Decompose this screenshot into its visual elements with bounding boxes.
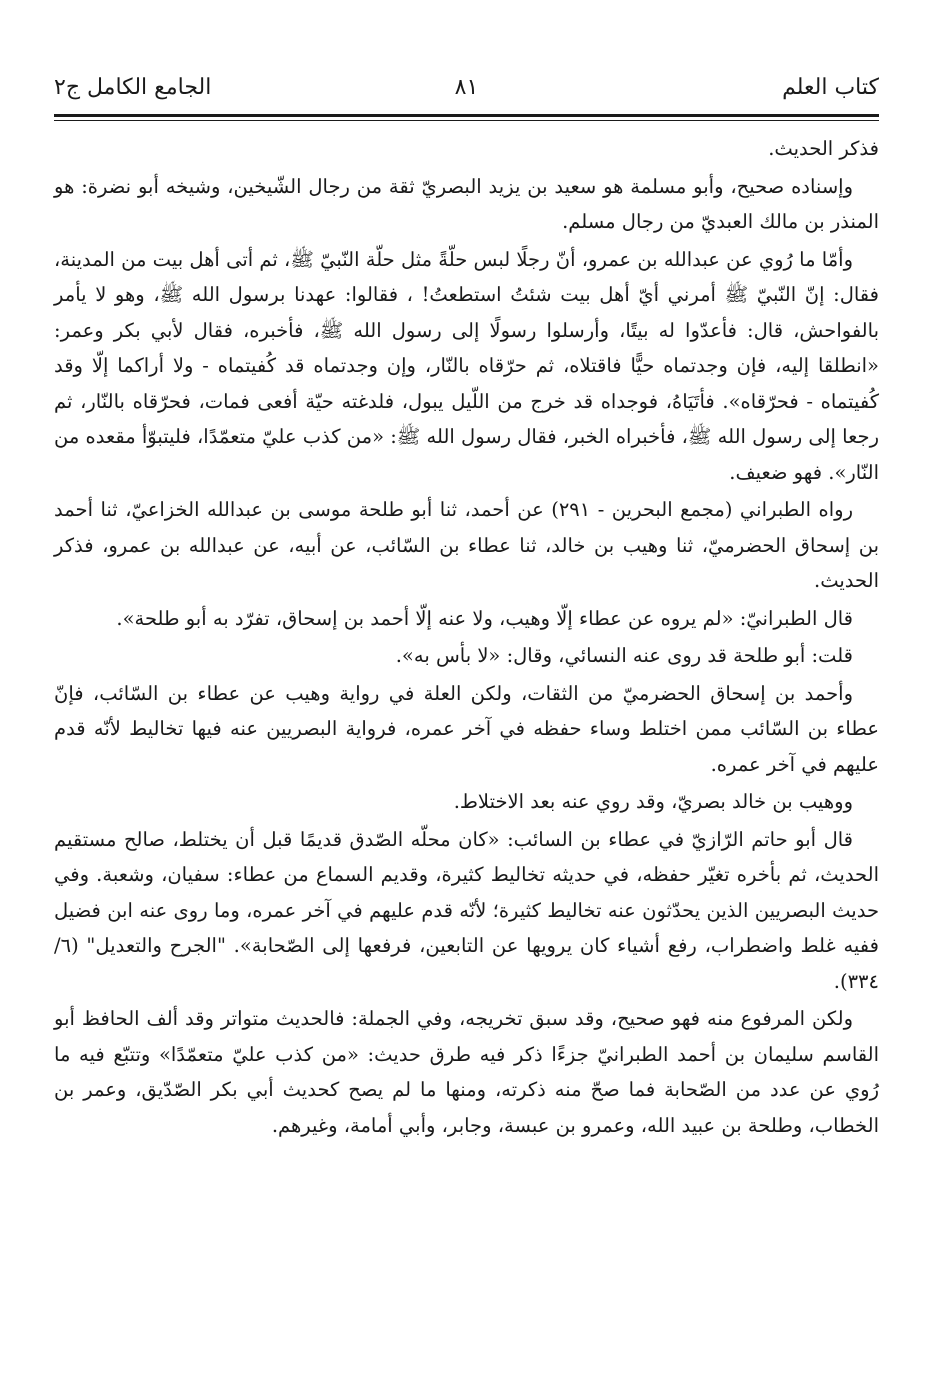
paragraph: وأحمد بن إسحاق الحضرميّ من الثقات، ولكن العلة في رواية وهيب عن عطاء بن السّائب، فإنّ عطاء بن السّائب ممن اختلط وساء حفظه في آخر عمره، فرواية البصريين عنه فيها تخاليط لأنّه قدم عليهم في آخر عمره.	[54, 681, 879, 776]
paragraph: رواه الطبراني (مجمع البحرين - ٢٩١) عن أحمد، ثنا أبو طلحة موسى بن عبدالله الخزاعيّ، ثنا أحمد بن إسحاق الحضرميّ، ثنا وهيب بن خالد، ثنا عطاء بن السّائب، عن أبيه، عن عبدالله بن عمرو، فذكر الحديث.	[54, 498, 879, 592]
header-rule-thin	[54, 120, 879, 121]
header-book-title: كتاب العلم	[782, 75, 879, 100]
page-number: ٨١	[454, 75, 479, 100]
paragraph: قال الطبرانيّ: «لم يروه عن عطاء إلّا وهيب، ولا عنه إلّا أحمد بن إسحاق، تفرّد به أبو طلحة».	[116, 606, 853, 630]
paragraph: فذكر الحديث.	[768, 137, 879, 160]
paragraph: ووهيب بن خالد بصريّ، وقد روي عنه بعد الاختلاط.	[453, 790, 853, 813]
page-header	[54, 70, 879, 106]
paragraph: وأمّا ما رُوي عن عبدالله بن عمرو، أنّ رجلًا لبس حلّةً مثل حلّة النّبيّ ﷺ، ثم أتى أهل بيت من المدينة، فقال: إنّ النّبيّ ﷺ أمرني أيّ أهل بيت شئتُ استطعتُ! ، فقالوا: عهدنا برسول الله ﷺ، وهو لا يأمر بالفواحش، قال: فأعدّوا له بيتًا، وأرسلوا رسولًا إلى رسول الله ﷺ، فأخبره، فقال لأبي بكر وعمر: «انطلقا إليه، فإن وجدتماه حيًّا فاقتلاه، ثم حرّقاه بالنّار، وإن وجدتماه قد كُفيتماه - ولا أراكما إلّا وقد كُفيتماه - فحرّقاه». فأتَيَاهُ، فوجداه قد خرج من اللّيل يبول، فلدغته حيّة أفعى فمات، فحرّقاه بالنّار، ثم رجعا إلى رسول الله ﷺ، فأخبراه الخبر، فقال رسول الله ﷺ: «من كذب عليّ متعمّدًا، فليتبوّأ مقعده من النّار». فهو ضعيف.	[54, 247, 879, 484]
header-volume: الجامع الكامل ج٢	[54, 75, 212, 100]
paragraph: ولكن المرفوع منه فهو صحيح، وقد سبق تخريجه، وفي الجملة: فالحديث متواتر وقد ألف الحافظ أبو القاسم سليمان بن أحمد الطبرانيّ جزءًا ذكر فيه طرق حديث: «من كذب عليّ متعمّدًا» وتتبّع فيه ما رُوي عن عدد من الصّحابة فما صحّ منه ذكرته، ومنها ما لم يصح كحديث أبي بكر الصّدّيق، وعمر بن الخطاب، وطلحة بن عبيد الله، وعمرو بن عبسة، وجابر، وأبي أمامة، وغيرهم.	[54, 1007, 879, 1137]
page-body	[54, 131, 879, 1143]
paragraph: وإسناده صحيح، وأبو مسلمة هو سعيد بن يزيد البصريّ ثقة من رجال الشّيخين، وشيخه أبو نضرة: هو المنذر بن مالك العبديّ من رجال مسلم.	[54, 174, 879, 233]
paragraph: قلت: أبو طلحة قد روى عنه النسائي، وقال: «لا بأس به».	[395, 644, 853, 667]
header-rule-thick	[54, 114, 879, 117]
paragraph: قال أبو حاتم الرّازيّ في عطاء بن السائب: «كان محلّه الصّدق قديمًا قبل أن يختلط، صالح مستقيم الحديث، ثم بأخره تغيّر حفظه، في حديثه تخاليط كثيرة، وقديم السماع من عطاء: سفيان، وشعبة. وفي حديث البصريين الذين يحدّثون عنه تخاليط كثيرة؛ لأنّه قدم عليهم في آخر عمره، وما روى عنه ابن فضيل ففيه غلط واضطراب، رفع أشياء كان يرويها عن التابعين، فرفعها إلى الصّحابة». "الجرح والتعديل" (٦/ ٣٣٤).	[54, 827, 879, 993]
